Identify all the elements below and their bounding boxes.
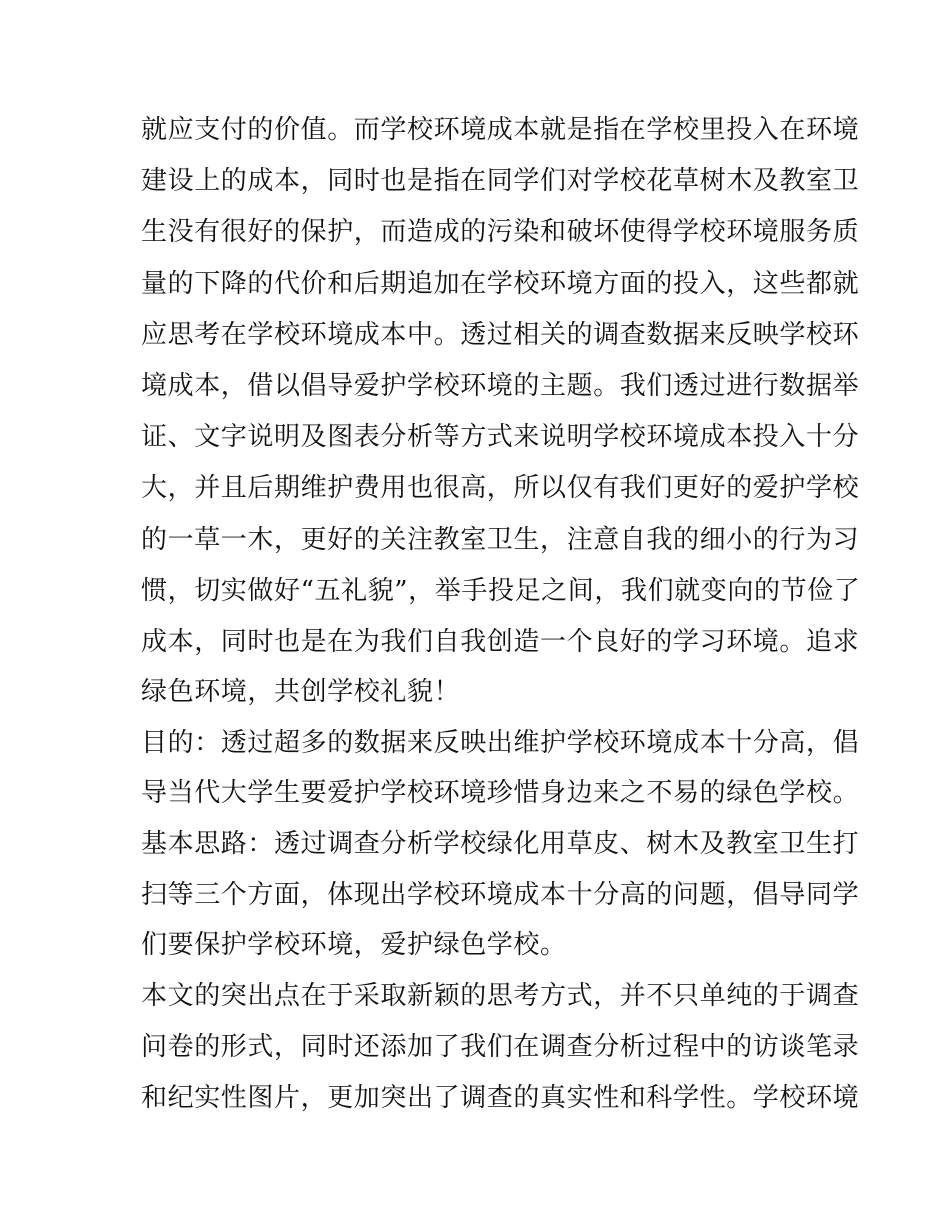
text-line: 惯，切实做好“五礼貌”，举手投足之间，我们就变向的节俭了 [141,575,861,606]
text-line: 扫等三个方面，体现出学校环境成本十分高的问题，倡导同学 [141,879,860,910]
body-text [141,105,861,1124]
text-line: 量的下降的代价和后期追加在学校环境方面的投入，这些都就 [141,268,860,299]
paragraph-purpose [141,718,860,819]
paragraph-highlights [141,971,860,1125]
text-line: 就应支付的价值。而学校环境成本就是指在学校里投入在环境 [141,115,860,145]
text-line: 本文的突出点在于采取新颖的思考方式，并不只单纯的于调查 [141,980,860,1011]
text-line: 建设上的成本，同时也是指在同学们对学校花草树木及教室卫 [141,166,860,197]
text-line: 问卷的形式，同时还添加了我们在调查分析过程中的访谈笔录 [141,1031,860,1062]
text-line: 的一草一木，更好的关注教室卫生，注意自我的细小的行为习 [141,524,860,555]
text-line: 绿色环境，共创学校礼貌！ [141,677,461,708]
text-line: 基本思路：透过调查分析学校绿化用草皮、树木及教室卫生打 [141,828,860,859]
text-line: 证、文字说明及图表分析等方式来说明学校环境成本投入十分 [141,422,860,453]
text-line: 和纪实性图片，更加突出了调查的真实性和科学性。学校环境 [141,1083,860,1114]
paragraph-approach [141,819,860,971]
text-line: 生没有很好的保护，而造成的污染和破坏使得学校环境服务质 [141,217,860,248]
text-line: 应思考在学校环境成本中。透过相关的调查数据来反映学校环 [141,319,860,350]
text-line: 导当代大学生要爱护学校环境珍惜身边来之不易的绿色学校。 [141,777,860,808]
text-line: 成本，同时也是在为我们自我创造一个良好的学习环境。追求 [141,626,860,657]
text-line: 们要保护学校环境，爱护绿色学校。 [141,930,567,960]
text-line: 大，并且后期维护费用也很高，所以仅有我们更好的爱护学校 [141,473,860,504]
text-line: 目的：透过超多的数据来反映出维护学校环境成本十分高，倡 [141,727,860,758]
text-line: 境成本，借以倡导爱护学校环境的主题。我们透过进行数据举 [141,370,860,401]
paragraph-cost-definition [141,105,861,718]
